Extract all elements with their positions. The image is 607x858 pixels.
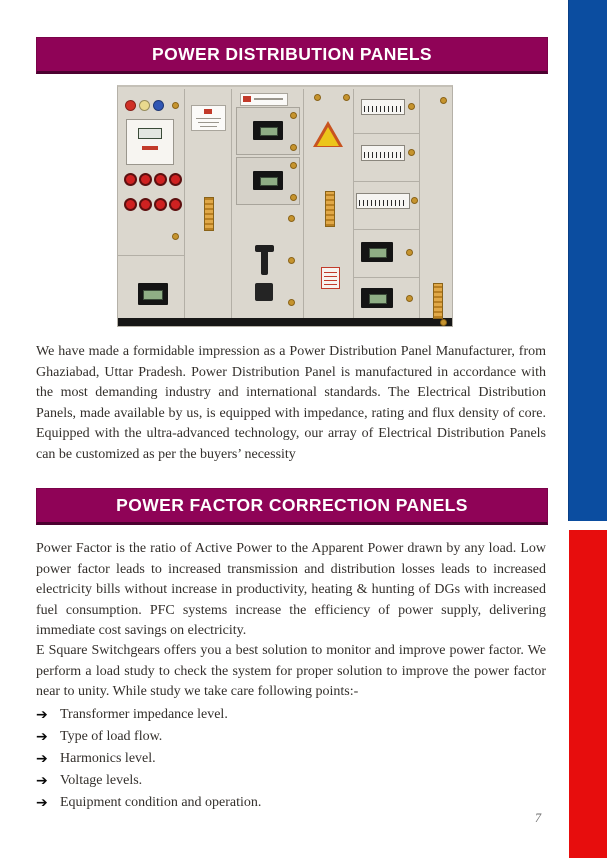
- paragraph-power-distribution: We have made a formidable impression as a Power Distribution Panel Manufacturer, from Ghaziabad, Uttar Pradesh. Power Distribution Panel is manufactured in accordance with the most demanding industry and international standards. The Electrical Distribution Panels, made available by us, is equipped with impedance, rating and flux density of core. Equipped with the ultra-advanced technology, our array of Electrical Distribution Panels can be customized as per the buyers’ necessity: [36, 344, 546, 462]
- nameplate-text-line: [200, 126, 217, 127]
- panel-meter-black: [253, 171, 283, 190]
- meter-door: [236, 107, 300, 155]
- nameplate-text-line: [198, 122, 219, 123]
- list-item: [36, 771, 546, 791]
- panel-divider: [353, 229, 419, 230]
- page-number: 7: [534, 811, 542, 825]
- screw-icon: [172, 102, 179, 109]
- push-button-icon: [124, 198, 137, 211]
- indicator-light-red-icon: [125, 100, 136, 111]
- banner-power-distribution: [36, 37, 548, 74]
- paragraph-load-study: E Square Switchgears offers you a best solution to monitor and improve power factor. We perform a load study to check the system for proper solution to improve the power factor near to unity. While study we take care following points:-: [36, 643, 546, 699]
- panel-divider: [419, 89, 420, 318]
- meter-display: [369, 248, 387, 258]
- mcb-strip: [361, 145, 405, 161]
- indicator-light-yellow-icon: [139, 100, 150, 111]
- panel-plinth: [118, 318, 452, 326]
- panel-divider: [231, 89, 232, 318]
- list-item: [36, 705, 546, 725]
- screw-icon: [288, 299, 295, 306]
- nameplate-text-line: [196, 118, 221, 119]
- screw-icon: [440, 97, 447, 104]
- panel-lineup-photo: [117, 85, 453, 327]
- meter-display: [260, 177, 278, 186]
- push-button-icon: [139, 198, 152, 211]
- screw-icon: [408, 149, 415, 156]
- indicator-light-blue-icon: [153, 100, 164, 111]
- panel-meter-black: [253, 121, 283, 140]
- list-item: [36, 727, 546, 747]
- warning-triangle-inner: [317, 127, 339, 146]
- screw-icon: [172, 233, 179, 240]
- warning-sticker: [321, 267, 340, 289]
- nameplate-logo: [204, 109, 212, 114]
- screw-icon: [314, 94, 321, 101]
- list-item: [36, 749, 546, 769]
- panel-meter-black: [361, 242, 393, 262]
- rotary-switch-icon: [255, 283, 273, 301]
- mcb-strip: [361, 99, 405, 115]
- warning-triangle-icon: [313, 121, 343, 147]
- rotary-handle-icon: [261, 247, 268, 275]
- meter-label: [142, 146, 158, 150]
- arrow-bullet-icon: ➔: [36, 729, 48, 745]
- screw-icon: [343, 94, 350, 101]
- list-item: [36, 793, 546, 813]
- panel-divider: [353, 277, 419, 278]
- panel-divider: [184, 89, 185, 318]
- push-button-icon: [154, 198, 167, 211]
- meter-display: [143, 290, 163, 300]
- arrow-bullet-icon: ➔: [36, 751, 48, 767]
- list-item-label: Equipment condition and operation.: [60, 795, 262, 810]
- nameplate: [191, 105, 226, 131]
- gold-label: [204, 197, 214, 231]
- screw-icon: [406, 249, 413, 256]
- brand-logo: [243, 96, 251, 102]
- gold-label: [325, 191, 335, 227]
- arrow-bullet-icon: ➔: [36, 773, 48, 789]
- screw-icon: [411, 197, 418, 204]
- push-button-icon: [139, 173, 152, 186]
- banner-power-factor-correction: [36, 488, 548, 525]
- screw-icon: [288, 215, 295, 222]
- push-button-icon: [169, 198, 182, 211]
- panel-divider: [353, 181, 419, 182]
- panel-meter-black: [361, 288, 393, 308]
- right-blue-bar: [568, 0, 607, 521]
- arrow-bullet-icon: ➔: [36, 795, 48, 811]
- screw-icon: [440, 319, 447, 326]
- banner-power-factor-title: POWER FACTOR CORRECTION PANELS: [116, 495, 468, 515]
- banner-power-distribution-title: POWER DISTRIBUTION PANELS: [152, 44, 432, 64]
- meter-display: [369, 294, 387, 304]
- panel-divider: [303, 89, 304, 318]
- screw-icon: [290, 112, 297, 119]
- panel-meter-black: [138, 283, 168, 305]
- panel-divider: [118, 255, 184, 256]
- list-item-label: Voltage levels.: [60, 773, 143, 788]
- paragraph-power-factor: Power Factor is the ratio of Active Power to the Apparent Power drawn by any load. Low power factor leads to increased transmission and distribution losses leads to increased electricity bills without increase in productivity, heating & hunting of DGs with increased fuel consumption. PFC systems increase the efficiency of power supply, delivering immediate cost savings on electricity.: [36, 541, 546, 638]
- screw-icon: [290, 194, 297, 201]
- screw-icon: [406, 295, 413, 302]
- push-button-icon: [124, 173, 137, 186]
- meter-display: [260, 127, 278, 136]
- list-item-label: Type of load flow.: [60, 729, 163, 744]
- list-item-label: Transformer impedance level.: [60, 707, 228, 722]
- panel-divider: [353, 89, 354, 318]
- screw-icon: [290, 144, 297, 151]
- study-points-list: [36, 705, 546, 815]
- mcb-strip: [356, 193, 410, 209]
- push-button-icon: [154, 173, 167, 186]
- list-item-label: Harmonics level.: [60, 751, 156, 766]
- meter-door: [236, 157, 300, 205]
- arrow-bullet-icon: ➔: [36, 707, 48, 723]
- right-red-bar: [569, 530, 607, 858]
- push-button-icon: [169, 173, 182, 186]
- brand-label: [240, 93, 288, 106]
- gold-label: [433, 283, 443, 319]
- meter-display: [138, 128, 162, 139]
- panel-meter-white: [126, 119, 174, 165]
- panel-divider: [353, 133, 419, 134]
- screw-icon: [288, 257, 295, 264]
- screw-icon: [290, 162, 297, 169]
- screw-icon: [408, 103, 415, 110]
- brand-text-line: [254, 98, 283, 100]
